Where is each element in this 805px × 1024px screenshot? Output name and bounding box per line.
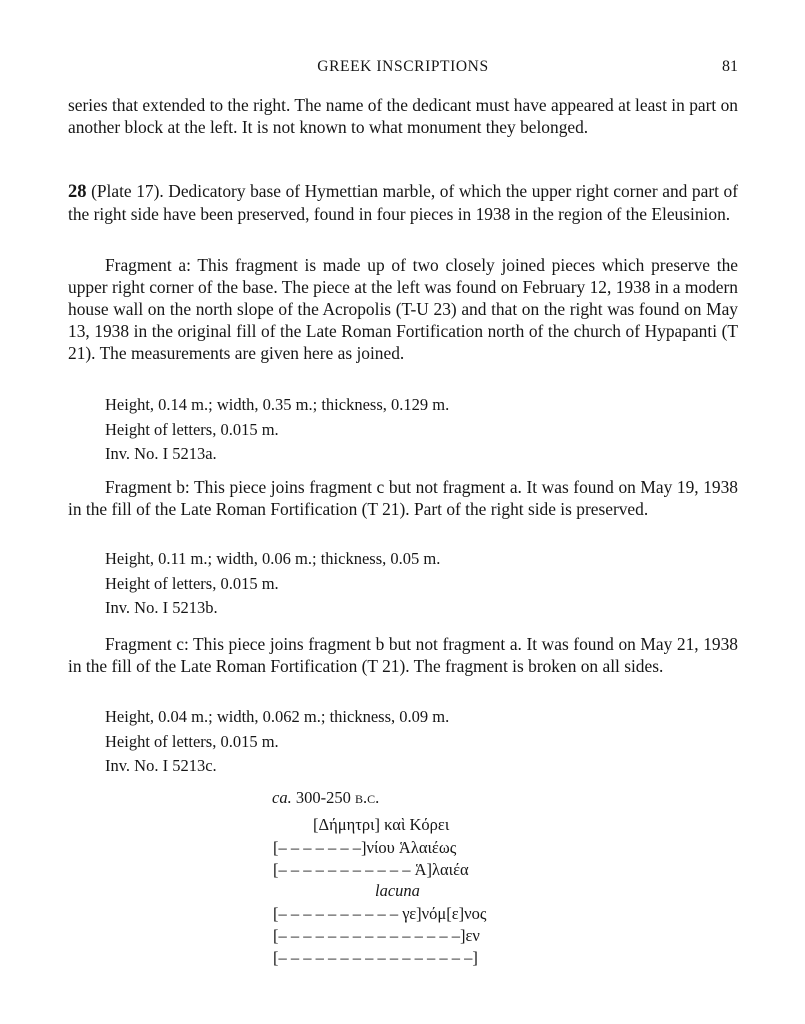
fragment-c-dimensions: Height, 0.04 m.; width, 0.062 m.; thickness, 0.09 m. [105, 707, 450, 726]
inscription-line-6: [– – – – – – – – – – – – – – – –] [273, 948, 478, 967]
fragment-a-paragraph: Fragment a: This fragment is made up of two closely joined pieces which preserve the upper right corner of the base. The piece at the left was found on February 12, 1938 in a modern house wall on the north slope of the Acropolis (T-U 23) and that on the right was found on May 13, 1938 in the original fill of the Late Roman Fortification north of the church of Hypapanti (T 21). The measurements are given here as joined. [68, 255, 738, 363]
date-circa: ca. [272, 788, 292, 807]
fragment-a-inventory: Inv. No. I 5213a. [105, 444, 217, 463]
running-title: GREEK INSCRIPTIONS [317, 58, 489, 75]
inscription-lacuna: lacuna [375, 881, 420, 900]
inscription-line-4: [– – – – – – – – – – γε]νόμ[ε]νος [273, 904, 487, 923]
fragment-a-letter-height: Height of letters, 0.015 m. [105, 419, 279, 439]
fragment-b-letter-height: Height of letters, 0.015 m. [105, 573, 279, 593]
inscription-line-3: [– – – – – – – – – – – Ἁ]λαιέα [273, 860, 469, 879]
entry-number: 28 [68, 182, 87, 202]
inscription-line-1: [Δήμητρι] καὶ Κόρει [313, 815, 450, 834]
continuation-paragraph: series that extended to the right. The name of the dedicant must have appeared at least in part on another block at the left. It is not known to what monument they belonged. [68, 95, 738, 137]
inscription-line-5: [– – – – – – – – – – – – – – –]εν [273, 926, 480, 945]
date-range: 300-250 [291, 788, 355, 807]
fragment-b-dimensions: Height, 0.11 m.; width, 0.06 m.; thickness, 0.05 m. [105, 549, 441, 568]
inscription-line-2: [– – – – – – –]νίου Ἁλαιέως [273, 838, 457, 857]
page-number: 81 [722, 58, 738, 75]
fragment-c-letter-height: Height of letters, 0.015 m. [105, 731, 279, 751]
fragment-c-paragraph: Fragment c: This piece joins fragment b but not fragment a. It was found on May 21, 1938 in the fill of the Late Roman Fortification (T 21). The fragment is broken on all sides. [68, 634, 738, 676]
fragment-b-paragraph: Fragment b: This piece joins fragment c but not fragment a. It was found on May 19, 1938 in the fill of the Late Roman Fortification (T 21). Part of the right side is preserved. [68, 477, 738, 519]
date-era: b.c. [354, 788, 380, 807]
entry-description: (Plate 17). Dedicatory base of Hymettian marble, of which the upper right corner and part of the right side have been preserved, found in four pieces in 1938 in the region of the Eleusinion. [68, 181, 738, 224]
fragment-c-inventory: Inv. No. I 5213c. [105, 756, 217, 775]
fragment-b-inventory: Inv. No. I 5213b. [105, 598, 218, 617]
inscription-date [272, 787, 379, 809]
fragment-a-dimensions: Height, 0.14 m.; width, 0.35 m.; thickness, 0.129 m. [105, 395, 450, 414]
